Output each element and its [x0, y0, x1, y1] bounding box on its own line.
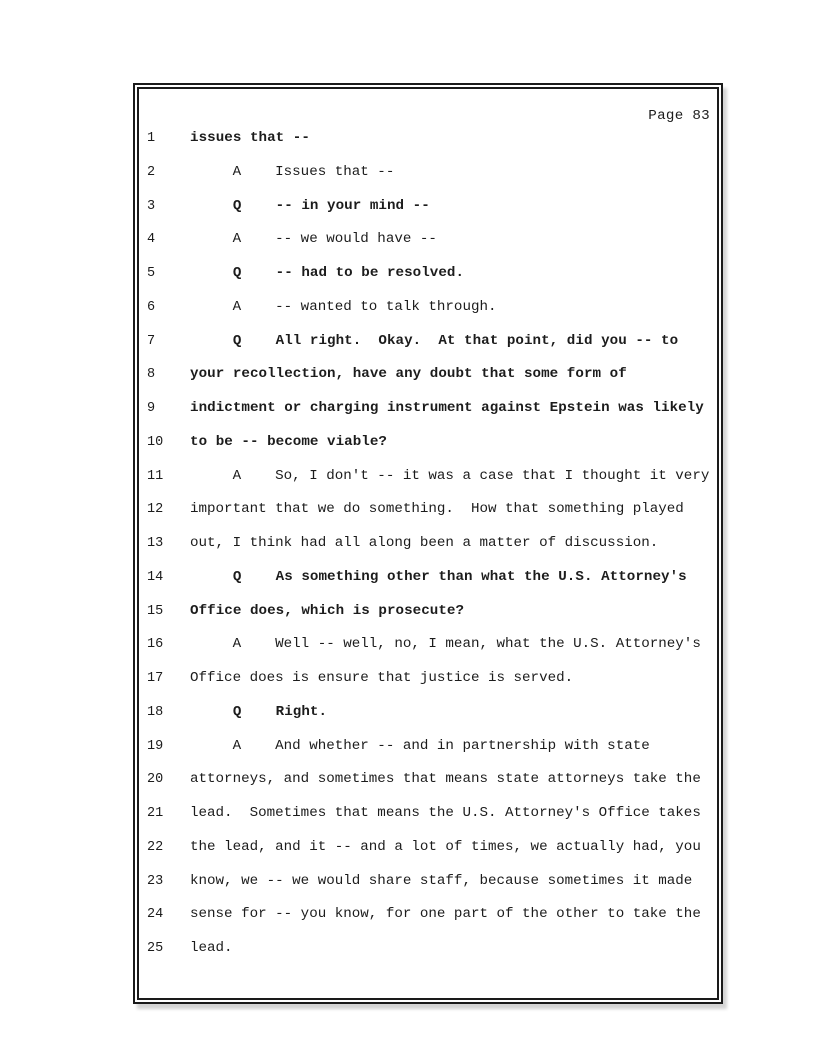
transcript-line-row — [135, 568, 721, 602]
transcript-line-row — [135, 129, 721, 163]
line-number: 15 — [147, 603, 164, 619]
line-text: lead. — [190, 940, 233, 956]
line-number: 9 — [147, 401, 156, 416]
line-number: 4 — [147, 232, 156, 248]
line-number: 8 — [147, 367, 156, 383]
line-number: 24 — [147, 907, 164, 923]
line-text: important that we do something. How that something played — [190, 501, 684, 518]
line-text: Q -- in your mind -- — [190, 197, 430, 214]
line-number: 13 — [147, 536, 164, 551]
line-number: 18 — [147, 704, 164, 720]
transcript-line-row — [135, 399, 721, 433]
line-text: to be -- become viable? — [190, 433, 387, 450]
line-number: 20 — [147, 772, 164, 788]
page-number-label: Page 83 — [648, 108, 710, 124]
line-text: Q Right. — [190, 703, 328, 720]
transcript-line-row — [135, 669, 721, 703]
line-number: 10 — [147, 434, 164, 450]
line-text: A Issues that -- — [190, 163, 395, 180]
transcript-border-frame — [133, 83, 723, 1004]
line-number: 7 — [147, 333, 156, 349]
transcript-line-row — [135, 804, 721, 838]
line-number: 22 — [147, 839, 164, 855]
transcript-line-row — [135, 500, 721, 534]
transcript-line-row — [135, 433, 721, 467]
line-text: out, I think had all along been a matter of discussion. — [190, 535, 659, 551]
transcript-line-row — [135, 163, 721, 197]
line-text: your recollection, have any doubt that some form of — [190, 366, 627, 383]
line-number: 11 — [147, 468, 164, 484]
transcript-line-row — [135, 467, 721, 501]
transcript-line-row — [135, 838, 721, 872]
line-number: 23 — [147, 873, 164, 889]
line-number: 1 — [147, 131, 156, 146]
line-text: Q As something other than what the U.S. Attorney's — [190, 568, 687, 585]
line-text: indictment or charging instrument against Epstein was likely — [190, 400, 704, 416]
line-number: 16 — [147, 637, 164, 653]
transcript-line-row — [135, 602, 721, 636]
line-number: 14 — [147, 569, 164, 585]
line-number: 5 — [147, 266, 156, 281]
line-text: know, we -- we would share staff, because sometimes it made — [190, 872, 693, 889]
line-number: 12 — [147, 502, 164, 518]
line-number: 2 — [147, 164, 156, 180]
transcript-line-row — [135, 230, 721, 264]
line-text: A And whether -- and in partnership with state — [190, 737, 650, 754]
transcript-line-row — [135, 939, 721, 973]
transcript-line-row — [135, 298, 721, 332]
line-text: Office does, which is prosecute? — [190, 602, 465, 619]
line-number: 25 — [147, 941, 164, 956]
line-number: 17 — [147, 671, 164, 686]
transcript-line-row — [135, 703, 721, 737]
line-text: A -- we would have -- — [190, 231, 437, 248]
line-text: Office does is ensure that justice is served. — [190, 670, 574, 686]
transcript-line-row — [135, 264, 721, 298]
transcript-line-row — [135, 872, 721, 906]
transcript-line-row — [135, 737, 721, 771]
line-text: sense for -- you know, for one part of the other to take the — [190, 906, 701, 923]
line-number: 21 — [147, 806, 164, 821]
line-text: the lead, and it -- and a lot of times, we actually had, you — [190, 838, 701, 855]
line-text: A Well -- well, no, I mean, what the U.S. Attorney's — [190, 636, 701, 653]
transcript-line-row — [135, 635, 721, 669]
line-text: A So, I don't -- it was a case that I thought it very — [190, 467, 710, 484]
transcript-line-row — [135, 197, 721, 231]
transcript-lines — [135, 129, 721, 973]
line-text: attorneys, and sometimes that means state attorneys take the — [190, 771, 701, 788]
transcript-line-row — [135, 365, 721, 399]
line-text: A -- wanted to talk through. — [190, 298, 497, 315]
transcript-line-row — [135, 332, 721, 366]
transcript-line-row — [135, 905, 721, 939]
transcript-line-row — [135, 770, 721, 804]
transcript-line-row — [135, 534, 721, 568]
line-text: Q -- had to be resolved. — [190, 265, 465, 281]
line-number: 19 — [147, 738, 164, 754]
line-text: Q All right. Okay. At that point, did you -- to — [190, 332, 679, 349]
line-text: lead. Sometimes that means the U.S. Attorney's Office takes — [190, 805, 701, 821]
line-number: 3 — [147, 198, 156, 214]
line-number: 6 — [147, 299, 156, 315]
line-text: issues that -- — [190, 130, 310, 146]
